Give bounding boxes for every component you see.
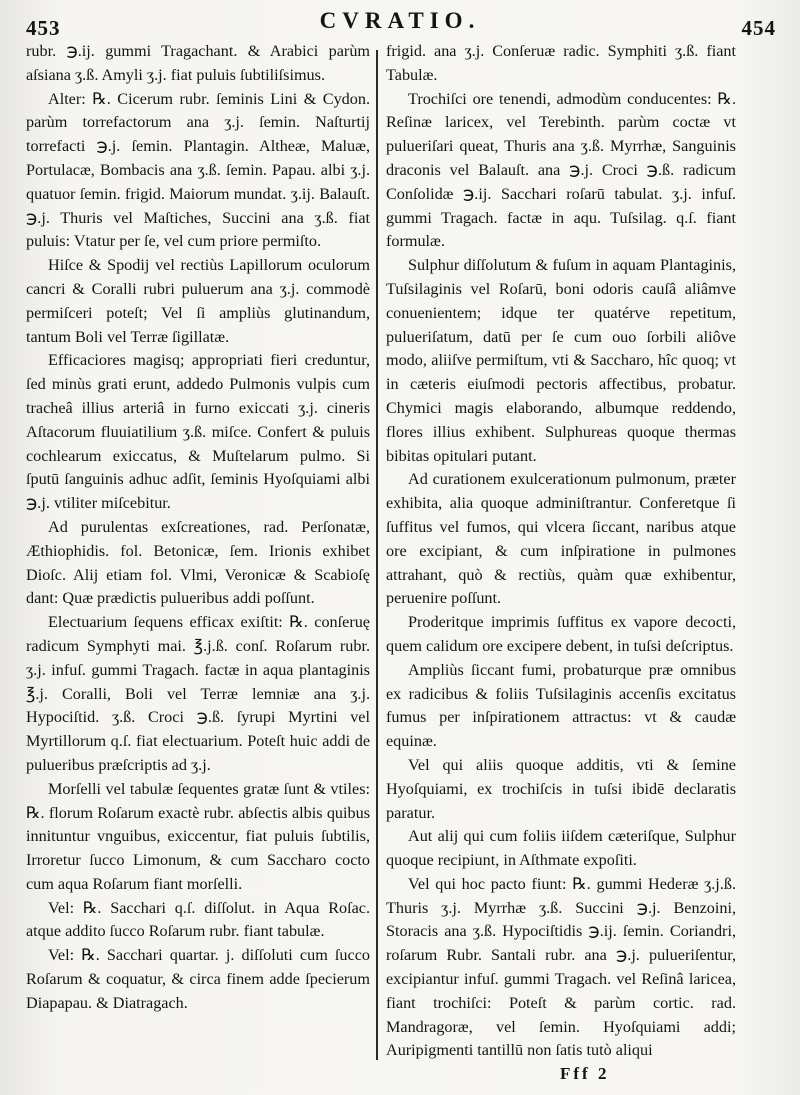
paragraph: rubr. ℈.ij. gummi Tragachant. & Arabici parùm aſsiana ʒ.ß. Amyli ʒ.j. fiat puluis ſubtiliſsimus. [26,42,370,84]
paragraph: Ad purulentas exſcreationes, rad. Perſonatæ, Æthiophidis. fol. Betonicæ, ſem. Irionis exhibet Dioſc. Alij etiam fol. Vlmi, Veronicæ & Scabioſę dant: Quæ prædictis pulueribus addi poſſunt. [26,517,370,608]
paragraph: Proderitque imprimis ſuffitus ex vapore decocti, quem calidum ore excipere debent, in tuſsi deſcriptus. [386,613,736,655]
paragraph: frigid. ana ʒ.j. Conſeruæ radic. Symphiti ʒ.ß. fiant Tabulæ. [386,42,736,84]
paragraph: Electuarium ſequens efficax exiſtit: ℞. conſeruę radicum Symphyti mai. ℥.j.ß. conſ. Roſarum rubr. ʒ.j. infuſ. gummi Tragach. factæ in aqua plantaginis ℥.j. Coralli, Boli vel Terræ lemniæ ana ʒ.j. Hypociſtid. ʒ.ß. Croci ℈.ß. ſyrupi Myrtini vel Myrtillorum q.ſ. fiat electuarium. Poteſt huic addi de pulueribus præſcriptis ad ʒ.j. [26,613,370,774]
paragraph: Efficaciores magisq; appropriati fieri creduntur, ſed minùs grati erunt, addedo Pulmonis vulpis cum tracheâ illius arteriâ in furno exiccati ʒ.j. cineris Aſtacorum fluuiatilium ʒ.ß. miſce. Confert & puluis cochlearum exiccatus, & Muſtelarum pulmo. Si ſputū ſanguinis adhuc adſit, ſeminis Hyoſquiami albi ℈.j. vtiliter miſcebitur. [26,351,370,513]
paragraph: Vel qui aliis quoque additis, vti & ſemine Hyoſquiami, ex trochiſcis in tuſsi ibidē declaratis paratur. [386,755,736,822]
paragraph: Vel: ℞. Sacchari q.ſ. diſſolut. in Aqua Roſac. atque addito ſucco Roſarum rubr. fiant tabulæ. [26,898,370,941]
paragraph: Hiſce & Spodij vel rectiùs Lapillorum oculorum cancri & Coralli rubri puluerum ana ʒ.j. commodè permiſceri poteſt; Vel ſi ampliùs glutinandum, tantum Boli vel Terræ ſigillatæ. [26,256,370,346]
paragraph: Morſelli vel tabulæ ſequentes gratæ ſunt & vtiles: ℞. florum Roſarum exactè rubr. abſectis albis quibus innituntur vnguibus, exiccentur, fiat puluis ſubtilis, Irroretur ſucco Limonum, & cum Saccharo cocto cum aqua Roſarum fiant morſelli. [26,779,370,893]
paragraph: Alter: ℞. Cicerum rubr. ſeminis Lini & Cydon. parùm torrefactorum ana ʒ.j. ſemin. Naſturtij torrefacti ℈.j. ſemin. Plantagin. Altheæ, Maluæ, Portulacæ, Bombacis ana ʒ.ß. ſemin. Papau. albi ʒ.j. quatuor ſemin. frigid. Maiorum mundat. ʒ.ij. Balauſt. ℈.j. Thuris vel Maſtiches, Succini ana ʒ.ß. fiat puluis: Vtatur per ſe, vel cum priore permiſto. [26,89,370,251]
paragraph: Vel: ℞. Sacchari quartar. j. diſſoluti cum ſucco Roſarum & coquatur, & circa finem adde ſpecierum Diapapau. & Diatragach. [26,946,370,1012]
signature-mark: Fff 2 [560,1064,610,1083]
paragraph: Ampliùs ſiccant fumi, probaturque præ omnibus ex radicibus & foliis Tuſsilaginis accenſis excitatus fumus per inſpirationem attractus: vt & caudæ equinæ. [386,660,736,751]
paragraph: Sulphur diſſolutum & fuſum in aquam Plantaginis, Tuſsilaginis vel Roſarū, boni odoris cauſâ aliâmve conuenientem; idque ter quatérve repetitum, pulueriſatum, datū per ſe cum ouo ſorbili aliôve modo, aliiſve permiſtum, vti & Saccharo, hîc quoq; vt in cæteris eiuſmodi pectoris affectibus, probatur. Chymici magis elaborando, albumque reddendo, flores illius exhibent. Sulphureas quoque thermas bibitas opitulari putant. [386,256,736,465]
running-title: CVRATIO. [319,8,481,33]
column-divider [376,50,378,1060]
paragraph: Trochiſci ore tenendi, admodùm conducentes: ℞. Reſinæ laricex, vel Terebinth. parùm coctæ vt pulueriſari queat, Thuris ana ʒ.ß. Myrrhæ, Sanguinis draconis vel Balauſt. ana ℈.j. Croci ℈.ß. radicum Conſolidæ ℈.ij. Sacchari roſarū tabulat. ʒ.j. infuſ. gummi Tragach. factæ in aqu. Tuſsilag. q.ſ. fiant formulæ. [386,89,736,251]
paragraph: Vel qui hoc pacto fiunt: ℞. gummi Hederæ ʒ.j.ß. Thuris ʒ.j. Myrrhæ ʒ.ß. Succini ℈.j. Benzoini, Storacis ana ʒ.ß. Hypociſtidis ℈.ij. ſemin. Coriandri, roſarum Rubr. Santali rubr. ana ℈.j. pulueriſentur, excipiantur infuſ. gummi Tragach. vel Reſinâ laricea, fiant trochiſci: Poteſt & parùm cortic. rad. Mandragoræ, vel ſemin. Hyoſquiami addi; Auripigmenti tantillū non ſatis tutò aliqui [386,874,736,1060]
page-number-left: 453 [26,16,61,40]
right-column [386,40,736,1063]
left-column [26,40,370,1016]
page-number-right: 454 [741,16,776,40]
paragraph: Ad curationem exulcerationum pulmonum, præter exhibita, alia quoque adminiſtrantur. Conferetque ſi ſuffitus vel fumos, qui vlcera ſiccant, naribus atque ore excipiant, & cum inſpiratione in pulmones attrahant, quò & rectiùs, quàm quæ exhibentur, peruenire poſſunt. [386,470,736,608]
paragraph: Aut alij qui cum foliis iiſdem cæteriſque, Sulphur quoque recipiunt, in Aſthmate expoſiti. [386,827,736,870]
